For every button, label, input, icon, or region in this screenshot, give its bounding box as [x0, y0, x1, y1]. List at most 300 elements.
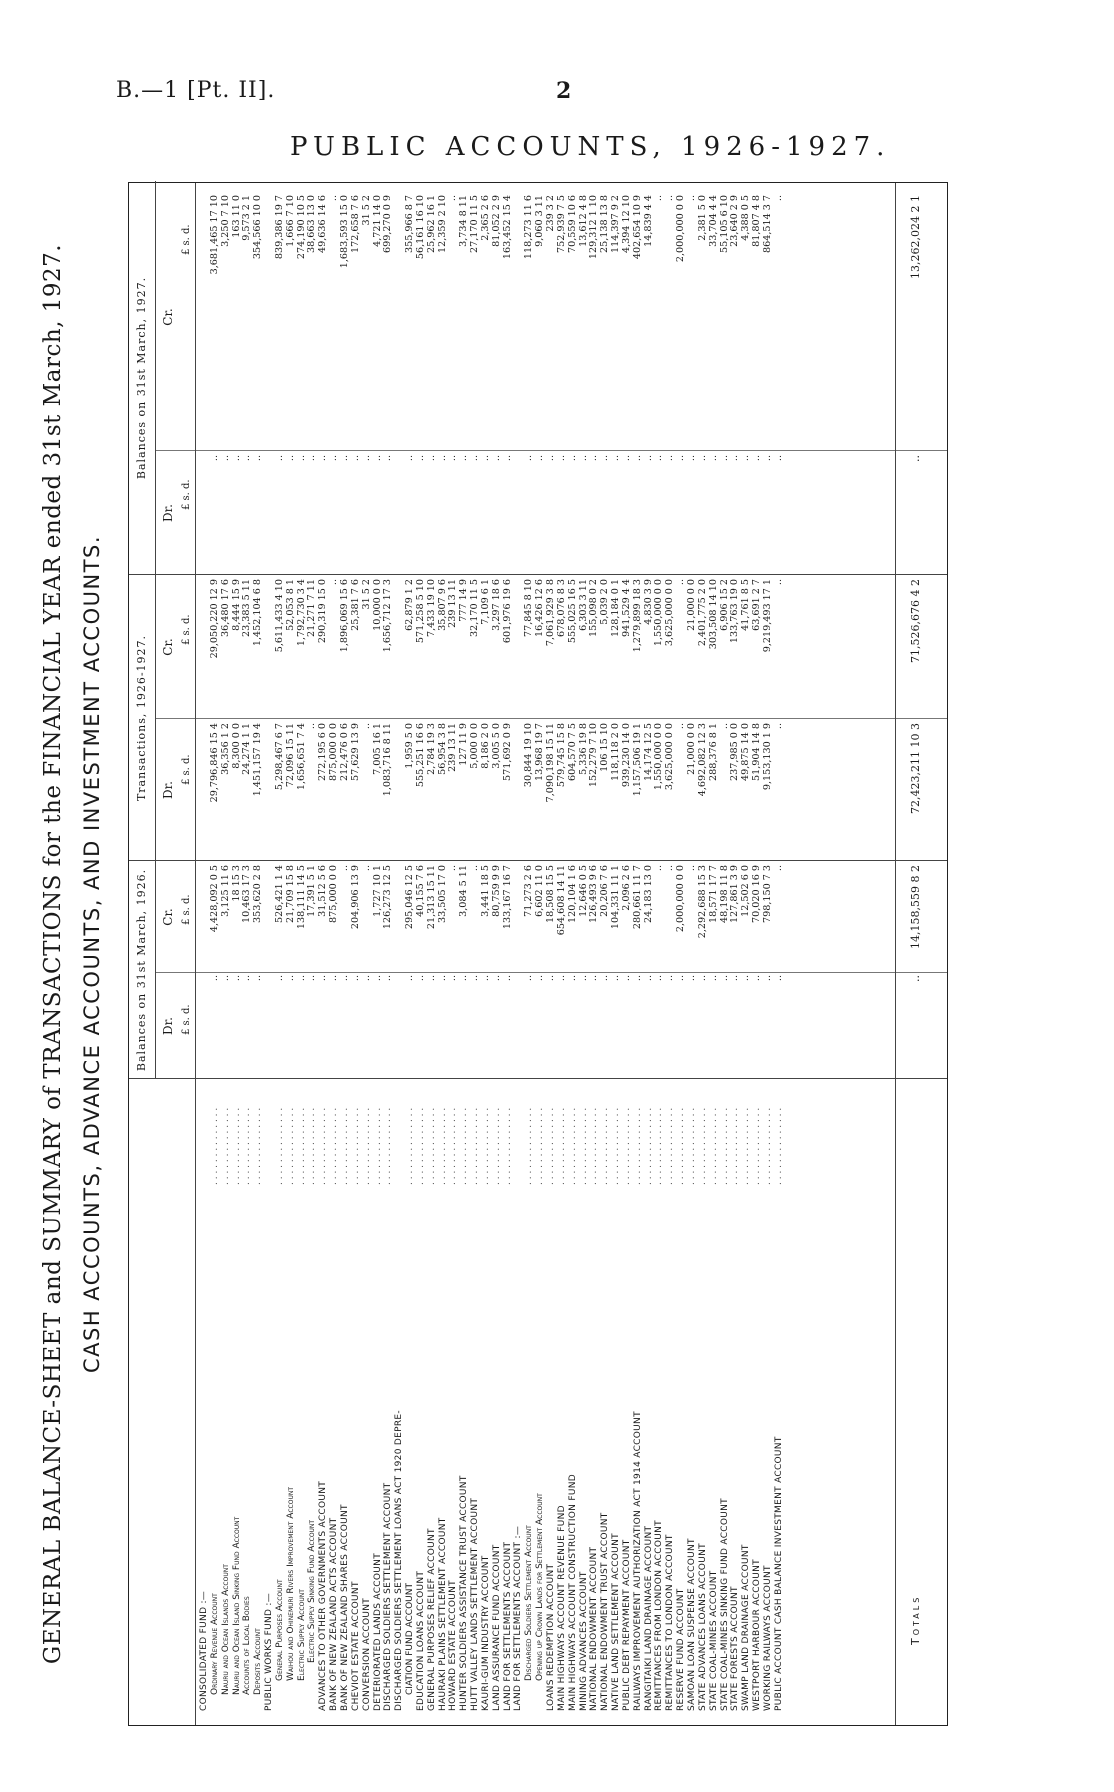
cell-opening-cr: 20,206 7 6 — [599, 865, 611, 917]
cell-trans-cr: 63,691 2 7 — [751, 579, 763, 631]
cell-closing-cr: 4,721 14 0 — [371, 195, 383, 247]
row-label: STATE COAL-MINES SINKING FUND ACCOUNT — [719, 1498, 730, 1711]
cell-trans-cr: 23,383 5 11 — [241, 579, 253, 637]
cell-opening-cr: 133,167 16 7 — [501, 865, 513, 930]
cell-closing-cr: 402,654 10 9 — [631, 195, 643, 260]
leader-dots: . . . . . . . . . . . . . . — [437, 1107, 448, 1185]
cell-trans-dr: 36,356 1 2 — [219, 723, 231, 775]
cell-opening-cr: .. — [772, 865, 784, 872]
cell-trans-dr: .. — [306, 723, 318, 730]
unit-label: £ s. d. — [181, 754, 192, 785]
table-row — [741, 183, 752, 1725]
row-label: REMITTANCES TO LONDON ACCOUNT — [665, 1534, 676, 1711]
cell-trans-cr: 31 5 2 — [360, 579, 372, 610]
cell-opening-dr: .. — [371, 975, 383, 982]
cell-closing-dr: .. — [273, 455, 285, 462]
totals-label: Totals — [909, 1594, 922, 1645]
cell-trans-cr: 35,807 9 6 — [436, 579, 448, 631]
table-row — [340, 183, 351, 1725]
leader-dots: . . . . . . . . . . . . . . — [676, 1107, 687, 1185]
table-row — [676, 183, 687, 1725]
cell-trans-cr: 41,761 8 5 — [740, 579, 752, 631]
cell-closing-cr: 81,052 2 9 — [490, 195, 502, 247]
cell-closing-dr: .. — [534, 455, 546, 462]
cell-trans-cr: 10,000 0 0 — [371, 579, 383, 631]
leader-dots: . . . . . . . . . . . . . . — [546, 1107, 556, 1185]
row-label: RANGITAIKI LAND DRAINAGE ACCOUNT — [643, 1525, 654, 1711]
cell-opening-dr: .. — [588, 975, 600, 982]
table-row — [557, 183, 568, 1725]
cell-closing-dr: .. — [317, 455, 329, 462]
table-row — [329, 183, 340, 1725]
leader-dots: . . . . . . . . . . . . . . — [318, 1107, 329, 1185]
unit-label: £ s. d. — [181, 894, 192, 925]
cell-opening-dr: .. — [620, 975, 632, 982]
cell-closing-dr: .. — [685, 455, 697, 462]
cell-closing-dr: .. — [675, 455, 687, 462]
cell-opening-cr: .. — [664, 865, 676, 872]
cell-closing-dr: .. — [545, 455, 556, 462]
cell-trans-dr: 127 11 9 — [458, 723, 470, 766]
table-row — [253, 183, 264, 1725]
cell-opening-cr: 875,000 0 0 — [328, 865, 340, 923]
cell-closing-cr: 1,683,593 15 0 — [338, 195, 350, 269]
row-label: General Purposes Account — [274, 1579, 285, 1681]
row-label: STATE COAL-MINES ACCOUNT — [708, 1570, 719, 1711]
row-label: DISCHARGED SOLDIERS SETTLEMENT ACCOUNT — [383, 1482, 394, 1711]
cell-closing-cr: 3,734 8 11 — [458, 195, 470, 247]
cell-closing-cr: 81,807 4 8 — [751, 195, 763, 247]
cell-opening-dr: .. — [534, 975, 546, 982]
cell-opening-cr: .. — [338, 865, 350, 872]
row-label: NATIONAL ENDOWMENT TRUST ACCOUNT — [600, 1512, 611, 1711]
cell-opening-dr: .. — [404, 975, 416, 982]
cell-closing-dr: .. — [219, 455, 231, 462]
cell-trans-dr: 1,959 5 0 — [404, 723, 416, 769]
row-label: RESERVE FUND ACCOUNT — [676, 1588, 687, 1711]
cell-trans-cr: 16,426 12 6 — [534, 579, 546, 637]
table-row — [568, 183, 579, 1725]
cell-trans-cr: 1,452,104 6 8 — [252, 579, 264, 647]
cell-closing-dr: .. — [360, 455, 372, 462]
cell-opening-dr: .. — [284, 975, 296, 982]
cell-closing-dr: .. — [620, 455, 632, 462]
cell-closing-dr: .. — [490, 455, 502, 462]
cell-trans-cr: 21,271 7 11 — [306, 579, 318, 637]
cell-closing-cr: 49,636 14 6 — [317, 195, 329, 253]
cell-opening-dr: .. — [761, 975, 773, 982]
cell-opening-cr: 138,111 14 5 — [295, 865, 307, 930]
sheet-title: GENERAL BALANCE-SHEET and SUMMARY of TRANSACTIONS for the FINANCIAL YEAR ended 31st March, 1927. — [40, 243, 66, 1665]
leader-dots: . . . . . . . . . . . . . . — [415, 1107, 426, 1185]
row-label: PUBLIC WORKS FUND :— — [264, 1592, 275, 1711]
cell-trans-cr: 7,433 19 10 — [425, 579, 437, 637]
cell-opening-cr: .. — [685, 865, 697, 872]
cell-closing-dr: .. — [349, 455, 361, 462]
cell-closing-cr: 1,666 7 10 — [284, 195, 296, 247]
cell-closing-cr: 4,394 12 10 — [620, 195, 632, 253]
table-row — [644, 183, 655, 1725]
leader-dots: . . . . . . . . . . . . . . — [383, 1107, 394, 1185]
cell-trans-dr: 3,005 5 0 — [490, 723, 502, 769]
table-row — [459, 183, 470, 1725]
leader-dots: . . . . . . . . . . . . . . — [719, 1107, 730, 1185]
leader-dots: . . . . . . . . . . . . . . — [567, 1107, 578, 1185]
cell-trans-dr: 212,476 0 6 — [338, 723, 350, 781]
cell-opening-dr: .. — [566, 975, 578, 982]
totals-rule — [895, 183, 896, 1725]
table-row — [221, 183, 232, 1725]
cell-opening-dr: .. — [306, 975, 318, 982]
cell-trans-cr: 601,976 19 6 — [501, 579, 513, 644]
totals-opening-cr: 14,158,559 8 2 — [909, 865, 922, 949]
cell-closing-dr: .. — [230, 455, 242, 462]
table-row — [362, 183, 373, 1725]
cell-closing-dr: .. — [577, 455, 589, 462]
cell-trans-dr: 579,745 15 8 — [555, 723, 567, 788]
cell-trans-cr: 1,792,730 3 4 — [295, 579, 307, 647]
cell-opening-dr: .. — [273, 975, 285, 982]
cell-trans-dr: 7,090,198 15 11 — [545, 723, 556, 803]
table-row — [242, 183, 253, 1725]
cell-trans-dr: 4,692,082 12 3 — [696, 723, 708, 797]
table-row — [481, 183, 492, 1725]
row-label: SAMOAN LOAN SUSPENSE ACCOUNT — [686, 1538, 697, 1711]
cell-opening-cr: 80,759 9 9 — [490, 865, 502, 917]
table-row — [448, 183, 459, 1725]
row-label: WESTPORT HARBOUR ACCOUNT — [752, 1559, 763, 1711]
cell-closing-dr: .. — [718, 455, 730, 462]
header-closing-balances: Balances on 31st March, 1927. — [129, 181, 156, 575]
cell-closing-cr: 9,573 2 1 — [241, 195, 253, 241]
leader-dots: . . . . . . . . . . . . . . — [480, 1107, 491, 1185]
cell-trans-dr: 13,968 19 7 — [534, 723, 546, 781]
cell-trans-dr: 118,118 2 0 — [610, 723, 622, 781]
header-closing-dr: Dr. — [161, 504, 175, 522]
cell-opening-cr: 2,292,688 15 3 — [696, 865, 708, 939]
cell-trans-dr: 875,000 0 0 — [328, 723, 340, 781]
row-label: ADVANCES TO OTHER GOVERNMENTS ACCOUNT — [318, 1480, 329, 1711]
cell-trans-cr: 1,550,000 0 0 — [653, 579, 665, 647]
table-row — [351, 183, 362, 1725]
cell-closing-cr: 70,559 10 6 — [566, 195, 578, 253]
cell-trans-cr: 7,109 6 1 — [479, 579, 491, 625]
cell-trans-cr: 133,763 19 0 — [729, 579, 741, 644]
row-label: NATIONAL ENDOWMENT ACCOUNT — [589, 1546, 600, 1711]
cell-opening-cr: 6,602 11 0 — [534, 865, 546, 917]
cell-opening-cr: 3,125 11 6 — [219, 865, 231, 917]
cell-closing-cr: .. — [685, 195, 697, 202]
cell-opening-dr: .. — [241, 975, 253, 982]
cell-opening-cr: .. — [653, 865, 665, 872]
leader-dots: . . . . . . . . . . . . . . — [339, 1107, 350, 1185]
totals-trans-dr: 72,423,211 10 3 — [909, 723, 922, 814]
leader-dots: . . . . . . . . . . . . . . — [589, 1107, 600, 1185]
row-label: CIATION FUND ACCOUNT — [405, 1583, 416, 1695]
cell-trans-cr: 25,381 7 6 — [349, 579, 361, 631]
totals-opening-dr: .. — [909, 975, 922, 982]
leader-dots: . . . . . . . . . . . . . . — [621, 1107, 632, 1185]
cell-trans-cr: 6,906 15 2 — [718, 579, 730, 631]
cell-trans-cr: .. — [328, 579, 340, 586]
row-label: Discharged Soldiers Settlement Account — [524, 1525, 535, 1681]
table-row — [438, 183, 449, 1725]
cell-closing-dr: .. — [566, 455, 578, 462]
leader-dots: . . . . . . . . . . . . . . — [697, 1107, 708, 1185]
cell-closing-dr: .. — [772, 455, 784, 462]
leader-dots: . . . . . . . . . . . . . . — [220, 1107, 231, 1185]
cell-opening-dr: .. — [718, 975, 730, 982]
cell-closing-cr: 354,566 10 0 — [252, 195, 264, 260]
cell-closing-cr: 4,388 0 5 — [740, 195, 752, 241]
leader-dots: . . . . . . . . . . . . . . — [350, 1107, 361, 1185]
table-row — [752, 183, 763, 1725]
cell-opening-dr: .. — [751, 975, 763, 982]
row-label: MAIN HIGHWAYS ACCOUNT CONSTRUCTION FUND — [567, 1474, 578, 1711]
leader-dots: . . . . . . . . . . . . . . — [242, 1107, 253, 1185]
cell-trans-cr: 303,508 14 10 — [707, 579, 719, 650]
cell-opening-cr: 353,620 2 8 — [252, 865, 264, 923]
cell-opening-cr: 280,661 11 7 — [631, 865, 643, 930]
cell-closing-cr: 3,681,465 17 10 — [208, 195, 220, 275]
cell-closing-cr: 38,663 13 0 — [306, 195, 318, 253]
cell-opening-cr: 18 15 3 — [230, 865, 242, 902]
cell-closing-cr: 355,966 8 7 — [404, 195, 416, 253]
cell-opening-cr: 1,727 10 1 — [371, 865, 383, 917]
totals-trans-cr: 71,526,676 4 2 — [909, 579, 922, 663]
cell-trans-dr: 939,230 14 0 — [620, 723, 632, 788]
cell-closing-cr: 33,704 4 4 — [707, 195, 719, 247]
cell-trans-dr: 239 13 11 — [447, 723, 459, 772]
row-label: Waihou and Ohinemuri Rivers Improvement Account — [285, 1486, 296, 1681]
cell-trans-cr: 6,303 3 11 — [577, 579, 589, 631]
cell-trans-cr: 239 13 11 — [447, 579, 459, 628]
cell-trans-dr: 1,451,157 19 4 — [252, 723, 264, 797]
leader-dots: . . . . . . . . . . . . . . — [643, 1107, 654, 1185]
leader-dots: . . . . . . . . . . . . . . — [491, 1107, 502, 1185]
row-label: DETERIORATED LANDS ACCOUNT — [372, 1553, 383, 1711]
row-label: REMITTANCES FROM LONDON ACCOUNT — [654, 1520, 665, 1711]
cell-closing-dr: .. — [707, 455, 719, 462]
cell-closing-dr: .. — [523, 455, 535, 462]
leader-dots: . . . . . . . . . . . . . . — [611, 1107, 622, 1185]
cell-closing-cr: 699,270 0 9 — [382, 195, 394, 253]
leader-dots: . . . . . . . . . . . . . . — [209, 1107, 220, 1185]
cell-closing-dr: .. — [404, 455, 416, 462]
table-row — [698, 183, 709, 1725]
cell-closing-dr: .. — [642, 455, 654, 462]
cell-opening-cr: 10,463 17 3 — [241, 865, 253, 923]
unit-label: £ s. d. — [181, 479, 192, 510]
table-row — [383, 183, 394, 1725]
row-label: CONSOLIDATED FUND :— — [199, 1590, 209, 1711]
leader-dots: . . . . . . . . . . . . . . — [448, 1107, 459, 1185]
row-label: STATE FORESTS ACCOUNT — [730, 1586, 741, 1711]
cell-trans-cr: 1,279,899 18 3 — [631, 579, 643, 653]
row-label: HUNTER SOLDIERS ASSISTANCE TRUST ACCOUNT — [459, 1475, 470, 1711]
cell-closing-cr: 864,514 3 7 — [761, 195, 773, 253]
table-row — [600, 183, 611, 1725]
cell-opening-dr: .. — [555, 975, 567, 982]
cell-opening-dr: .. — [252, 975, 264, 982]
cell-trans-cr: 290,319 15 0 — [317, 579, 329, 644]
row-label: HOWARD ESTATE ACCOUNT — [448, 1580, 459, 1711]
cell-trans-dr: 5,298,467 6 7 — [273, 723, 285, 791]
cell-closing-cr: 23,640 2 9 — [729, 195, 741, 247]
cell-opening-dr: .. — [501, 975, 513, 982]
leader-dots: . . . . . . . . . . . . . . — [632, 1107, 643, 1185]
row-label: Opening up Crown Lands for Settlement Account — [535, 1493, 546, 1681]
cell-opening-cr: 204,906 13 9 — [349, 865, 361, 930]
cell-trans-dr: 8,300 0 0 — [230, 723, 242, 769]
cell-closing-dr: .. — [328, 455, 340, 462]
cell-closing-dr: .. — [382, 455, 394, 462]
table-row — [535, 183, 546, 1725]
cell-closing-dr: .. — [436, 455, 448, 462]
cell-trans-cr: 678,076 8 3 — [555, 579, 567, 637]
cell-closing-dr: .. — [338, 455, 350, 462]
cell-opening-dr: .. — [664, 975, 676, 982]
cell-closing-dr: .. — [610, 455, 622, 462]
cell-opening-cr: 33,505 17 0 — [436, 865, 448, 923]
cell-opening-dr: .. — [382, 975, 394, 982]
totals-closing-cr: 13,262,024 2 1 — [909, 195, 922, 279]
cell-trans-cr: 2,401,775 2 0 — [696, 579, 708, 647]
row-label: WORKING RAILWAYS ACCOUNT — [762, 1565, 773, 1711]
cell-trans-cr: 62,879 1 2 — [404, 579, 416, 631]
table-row — [687, 183, 698, 1725]
cell-opening-dr: .. — [696, 975, 708, 982]
table-row — [503, 183, 514, 1725]
cell-trans-cr: 21,000 0 0 — [685, 579, 697, 631]
cell-trans-cr: 3,297 18 6 — [490, 579, 502, 631]
table-row — [394, 183, 405, 1725]
row-label: BANK OF NEW ZEALAND SHARES ACCOUNT — [339, 1504, 350, 1711]
cell-trans-cr: 5,611,433 4 10 — [273, 579, 285, 653]
cell-closing-cr: 118,273 11 6 — [523, 195, 535, 260]
cell-closing-cr: .. — [447, 195, 459, 202]
cell-opening-dr: .. — [653, 975, 665, 982]
cell-closing-cr: 2,365 2 6 — [479, 195, 491, 241]
cell-trans-cr: 1,896,069 15 6 — [338, 579, 350, 653]
cell-opening-dr: .. — [577, 975, 589, 982]
cell-closing-cr: .. — [772, 195, 784, 202]
document-reference: B.—1 [Pt. II]. — [116, 78, 276, 103]
cell-trans-dr: 152,279 7 10 — [588, 723, 600, 788]
table-row — [524, 183, 535, 1725]
cell-opening-cr: 18,571 17 7 — [707, 865, 719, 923]
cell-closing-dr: .. — [469, 455, 481, 462]
cell-opening-cr: .. — [360, 865, 372, 872]
cell-closing-cr: 172,658 7 6 — [349, 195, 361, 253]
cell-opening-cr: 31,512 5 6 — [317, 865, 329, 917]
cell-trans-dr: 272,195 6 0 — [317, 723, 329, 781]
row-label: KAURI-GUM INDUSTRY ACCOUNT — [480, 1555, 491, 1711]
cell-opening-cr: 798,150 7 3 — [761, 865, 773, 923]
cell-closing-cr: 163,452 15 4 — [501, 195, 513, 260]
table-row — [264, 183, 275, 1725]
cell-opening-dr: .. — [707, 975, 719, 982]
cell-closing-dr: .. — [751, 455, 763, 462]
cell-opening-dr: .. — [729, 975, 741, 982]
cell-trans-dr: .. — [360, 723, 372, 730]
cell-opening-dr: .. — [317, 975, 329, 982]
leader-dots: . . . . . . . . . . . . . . — [730, 1107, 741, 1185]
table-row — [622, 183, 633, 1725]
cell-opening-cr: 71,273 2 6 — [523, 865, 535, 917]
leader-dots: . . . . . . . . . . . . . . — [708, 1107, 719, 1185]
cell-trans-dr: 9,153,130 1 9 — [761, 723, 773, 791]
cell-opening-dr: .. — [490, 975, 502, 982]
row-label: GENERAL PURPOSES RELIEF ACCOUNT — [426, 1528, 437, 1711]
table-row — [210, 183, 221, 1725]
cell-opening-dr: .. — [208, 975, 220, 982]
cell-opening-cr: 4,428,092 0 5 — [208, 865, 220, 933]
cell-opening-dr: .. — [479, 975, 491, 982]
header-transactions: Transactions, 1926-1927. — [129, 575, 156, 861]
leader-dots: . . . . . . . . . . . . . . — [426, 1107, 437, 1185]
cell-trans-cr: 941,529 4 4 — [620, 579, 632, 637]
cell-closing-cr: 27,170 11 5 — [469, 195, 481, 253]
cell-trans-cr: 32,170 11 5 — [469, 579, 481, 637]
cell-closing-cr: .. — [328, 195, 340, 202]
cell-trans-cr: .. — [675, 579, 687, 586]
rotated-balance-sheet — [40, 182, 960, 1726]
header-trans-dr: Dr. — [161, 781, 175, 799]
cell-opening-dr: .. — [295, 975, 307, 982]
cell-trans-cr: 36,480 17 6 — [219, 579, 231, 637]
table-row — [286, 183, 297, 1725]
leader-dots: . . . . . . . . . . . . . . — [296, 1107, 307, 1185]
cell-closing-cr: 129,312 1 10 — [588, 195, 600, 260]
leader-dots: . . . . . . . . . . . . . . — [752, 1107, 763, 1185]
balance-table — [128, 182, 948, 1726]
cell-opening-cr: 2,096 2 6 — [620, 865, 632, 911]
leader-dots: . . . . . . . . . . . . . . — [459, 1107, 470, 1185]
cell-closing-dr: .. — [479, 455, 491, 462]
cell-closing-dr: .. — [664, 455, 676, 462]
row-label: CONVERSION ACCOUNT — [361, 1597, 372, 1711]
cell-trans-dr: 29,796,846 15 4 — [208, 723, 220, 803]
cell-trans-cr: 9,219,493 17 1 — [761, 579, 773, 653]
sheet-subtitle: CASH ACCOUNTS, ADVANCE ACCOUNTS, AND INVESTMENT ACCOUNTS. — [80, 534, 104, 1374]
cell-closing-cr: 25,962 16 1 — [425, 195, 437, 253]
cell-closing-cr: 114,397 9 2 — [610, 195, 622, 253]
leader-dots: . . . . . . . . . . . . . . — [578, 1107, 589, 1185]
cell-opening-dr: .. — [631, 975, 643, 982]
cell-trans-dr: .. — [718, 723, 730, 730]
cell-opening-dr: .. — [545, 975, 556, 982]
leader-dots: . . . . . . . . . . . . . . — [762, 1107, 773, 1185]
cell-trans-dr: 5,000 0 0 — [469, 723, 481, 769]
cell-closing-dr: .. — [414, 455, 426, 462]
leader-dots: . . . . . . . . . . . . . . — [470, 1107, 481, 1185]
row-label: HUTT VALLEY LANDS SETTLEMENT ACCOUNT — [470, 1497, 481, 1711]
row-label: CHEVIOT ESTATE ACCOUNT — [350, 1581, 361, 1711]
cell-trans-dr: 72,096 15 11 — [284, 723, 296, 788]
cell-trans-dr: 1,157,506 19 1 — [631, 723, 643, 797]
table-row — [720, 183, 731, 1725]
cell-closing-cr: 14,839 4 4 — [642, 195, 654, 247]
table-row — [232, 183, 243, 1725]
cell-closing-dr: .. — [371, 455, 383, 462]
row-label: PUBLIC DEBT REPAYMENT ACCOUNT — [621, 1539, 632, 1711]
cell-trans-dr: 106 15 10 — [599, 723, 611, 772]
cell-opening-cr: 12,646 0 5 — [577, 865, 589, 917]
cell-opening-cr: 126,273 12 5 — [382, 865, 394, 930]
cell-opening-cr: 104,331 11 1 — [610, 865, 622, 930]
table-row — [546, 183, 557, 1725]
